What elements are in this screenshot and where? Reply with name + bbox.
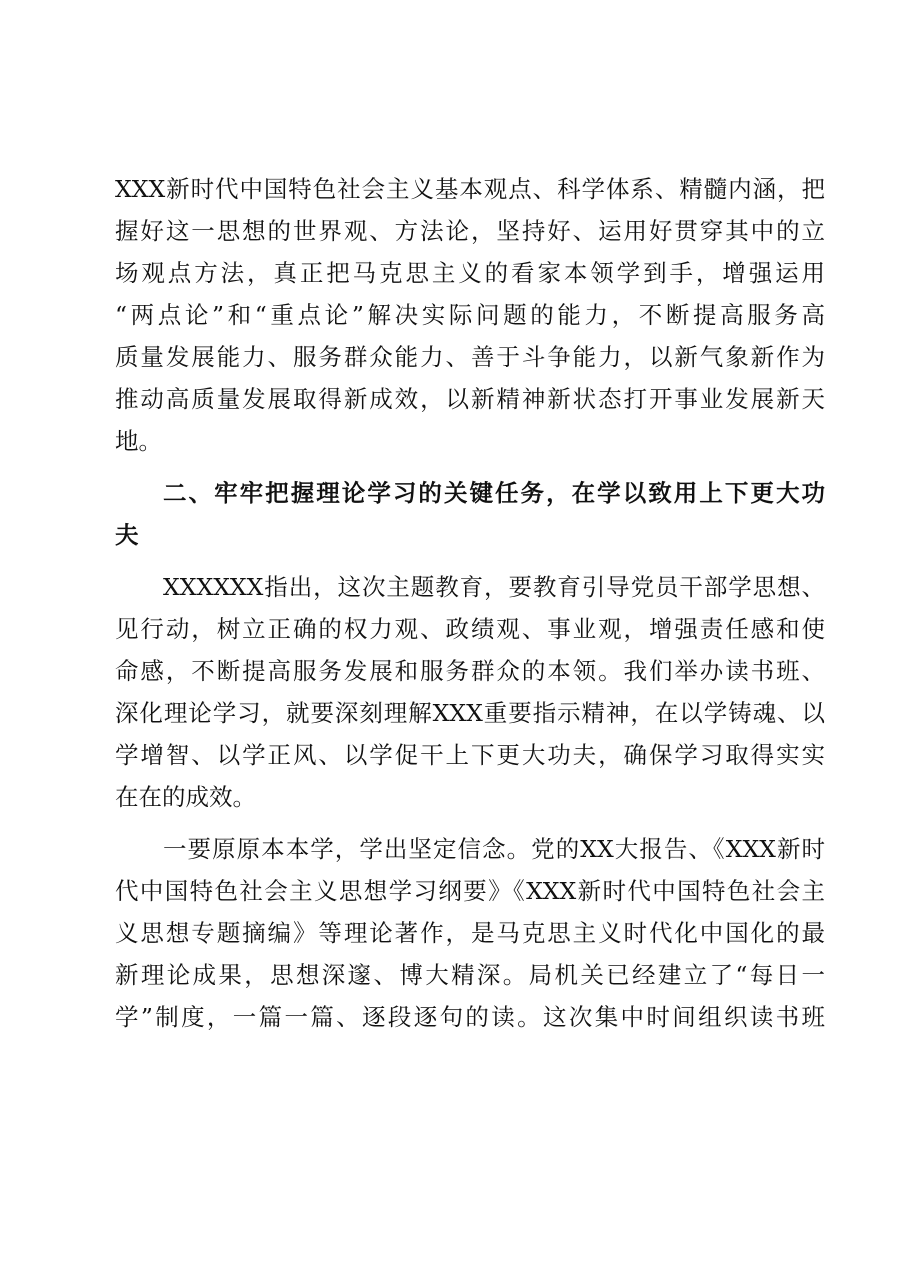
text-line: 见行动，树立正确的权力观、政绩观、事业观，增强责任感和使 (115, 615, 825, 643)
heading-line: 二、牢牢把握理论学习的关键任务，在学以致用上下更大功 (163, 479, 825, 507)
paragraph-1 (115, 168, 825, 462)
text-line: 新理论成果，思想深邃、博大精深。局机关已经建立了“每日一 (115, 961, 825, 989)
text-line: 代中国特色社会主义思想学习纲要》《XXX新时代中国特色社会主 (115, 877, 825, 905)
document-body (115, 168, 825, 1038)
section-heading-2 (115, 472, 825, 556)
heading-line-last: 夫 (115, 521, 139, 549)
text-line: 命感，不断提高服务发展和服务群众的本领。我们举办读书班、 (115, 657, 825, 685)
text-line: 推动高质量发展取得新成效，以新精神新状态打开事业发展新天 (115, 385, 825, 413)
text-line: 义思想专题摘编》等理论著作，是马克思主义时代化中国化的最 (115, 919, 825, 947)
text-line: 握好这一思想的世界观、方法论，坚持好、运用好贯穿其中的立 (115, 217, 825, 245)
text-line: 学增智、以学正风、以学促干上下更大功夫，确保学习取得实实 (115, 741, 825, 769)
text-line: 学”制度，一篇一篇、逐段逐句的读。这次集中时间组织读书班 (115, 1003, 825, 1031)
text-line: XXX新时代中国特色社会主义基本观点、科学体系、精髓内涵，把 (115, 175, 825, 203)
paragraph-3 (115, 828, 825, 1038)
paragraph-2 (115, 566, 825, 818)
text-line: 场观点方法，真正把马克思主义的看家本领学到手，增强运用 (115, 259, 825, 287)
text-line: 一要原原本本学，学出坚定信念。党的XX大报告、《XXX新时 (163, 835, 825, 863)
text-line-last: 在在的成效。 (115, 783, 256, 811)
text-line: 质量发展能力、服务群众能力、善于斗争能力，以新气象新作为 (115, 343, 825, 371)
text-line-last: 地。 (115, 427, 162, 455)
text-line: “两点论”和“重点论”解决实际问题的能力，不断提高服务高 (115, 301, 825, 329)
text-line: 深化理论学习，就要深刻理解XXX重要指示精神，在以学铸魂、以 (115, 699, 825, 727)
text-line: XXXXXX指出，这次主题教育，要教育引导党员干部学思想、 (163, 573, 825, 601)
